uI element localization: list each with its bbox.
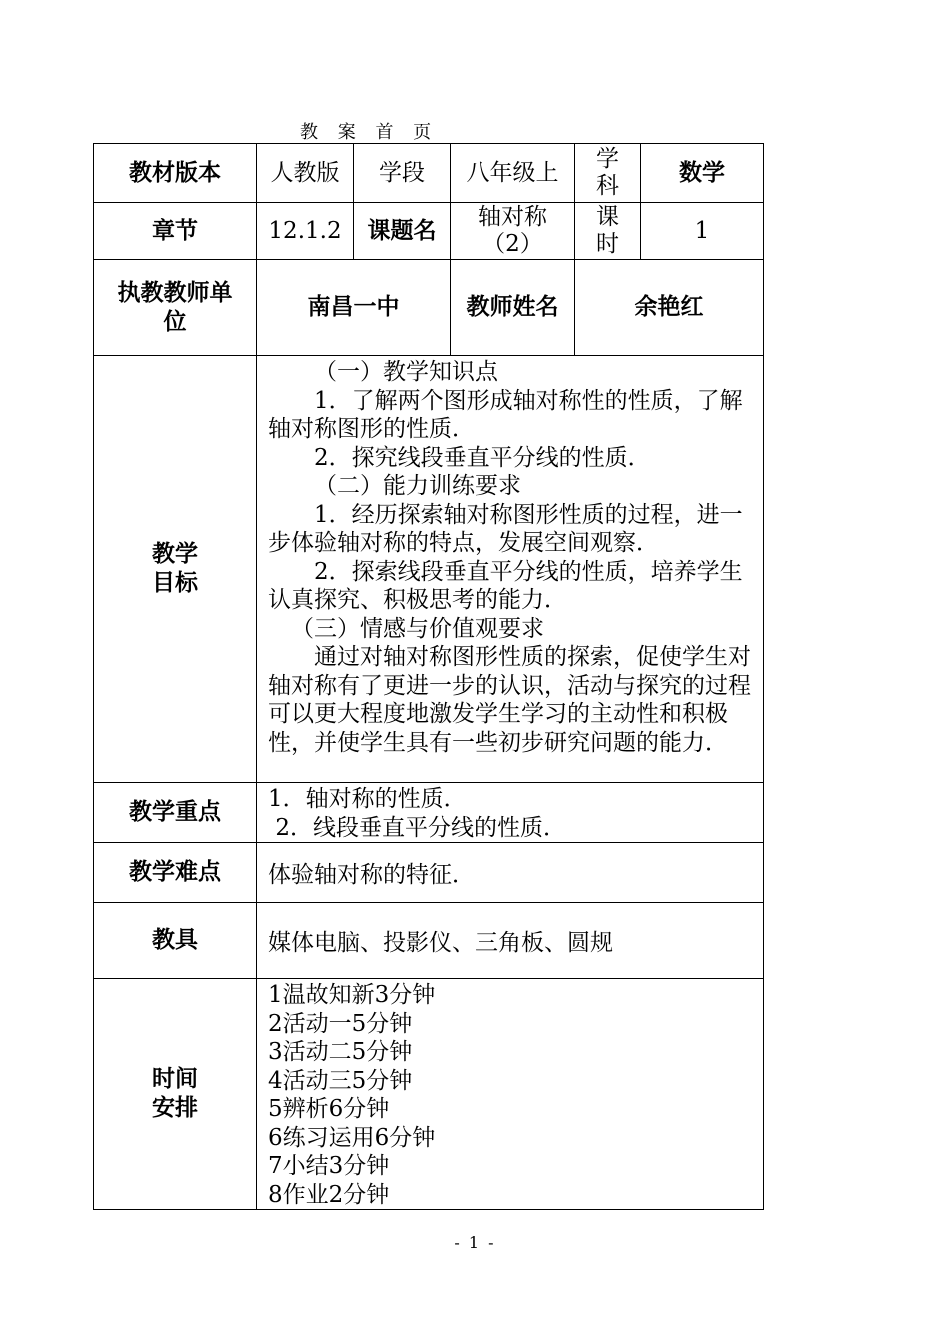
objective-line: 1．了解两个图形成轴对称性的性质，了解轴对称图形的性质．	[268, 387, 743, 442]
label-school-stage: 学段	[354, 144, 451, 203]
row-schedule	[94, 979, 764, 1210]
row-textbook	[94, 144, 764, 203]
row-teacher	[94, 260, 764, 356]
label-teaching-tools: 教具	[94, 903, 257, 979]
row-tools	[94, 903, 764, 979]
subject: 数学	[641, 144, 764, 203]
label-teacher-unit: 执教教师单 位	[94, 260, 257, 356]
lesson-plan-table	[93, 143, 764, 1210]
objective-line: 2．探究线段垂直平分线的性质．	[314, 444, 651, 471]
schedule-item: 2活动一5分钟	[268, 1010, 413, 1037]
row-objectives	[94, 356, 764, 783]
row-difficulty	[94, 843, 764, 903]
schedule-item: 4活动三5分钟	[268, 1067, 413, 1094]
label-textbook-version: 教材版本	[94, 144, 257, 203]
label-topic: 课题名	[354, 203, 451, 260]
label-teaching-objectives: 教学 目标	[94, 356, 257, 783]
chapter-number: 12.1.2	[257, 203, 354, 260]
topic-name: 轴对称 （2）	[451, 203, 575, 260]
teaching-tools: 媒体电脑、投影仪、三角板、圆规	[257, 903, 764, 979]
schedule-item: 3活动二5分钟	[268, 1039, 413, 1065]
label-time-schedule: 时间 安排	[94, 979, 257, 1210]
time-schedule	[257, 979, 764, 1210]
textbook-version: 人教版	[257, 144, 354, 203]
label-key-points: 教学重点	[94, 783, 257, 843]
label-teacher-name: 教师姓名	[451, 260, 575, 356]
schedule-item: 6练习运用6分钟	[268, 1124, 436, 1151]
label-class-hours: 课 时	[575, 203, 641, 260]
key-point-item: 2．线段垂直平分线的性质．	[268, 814, 566, 841]
label-subject: 学 科	[575, 144, 641, 203]
teaching-objectives	[257, 356, 764, 783]
key-points	[257, 783, 764, 843]
objective-heading-knowledge: （一）教学知识点	[314, 359, 498, 385]
teacher-unit: 南昌一中	[257, 260, 451, 356]
teacher-name: 余艳红	[575, 260, 764, 356]
row-chapter	[94, 203, 764, 260]
row-key-points	[94, 783, 764, 843]
page-title: 教 案 首 页	[300, 122, 439, 143]
objective-heading-values: （三）情感与价值观要求	[291, 615, 544, 642]
page-number: - 1 -	[454, 1233, 496, 1252]
label-difficulty: 教学难点	[94, 843, 257, 903]
school-stage: 八年级上	[451, 144, 575, 203]
label-chapter: 章节	[94, 203, 257, 260]
class-hours: 1	[641, 203, 764, 260]
schedule-item: 7小结3分钟	[268, 1153, 390, 1179]
objective-line: 2．探索线段垂直平分线的性质，培养学生认真探究、积极思考的能力．	[268, 558, 743, 613]
objective-line: 通过对轴对称图形性质的探索，促使学生对轴对称有了更进一步的认识，活动与探究的过程可以更大程度地激发学生学习的主动性和积极性，并使学生具有一些初步研究问题的能力．	[268, 644, 751, 756]
schedule-item: 8作业2分钟	[268, 1181, 390, 1208]
difficulty-text: 体验轴对称的特征．	[257, 843, 764, 903]
schedule-item: 5辨析6分钟	[268, 1096, 390, 1122]
key-point-item: 1．轴对称的性质．	[268, 786, 467, 812]
objective-heading-ability: （二）能力训练要求	[314, 473, 521, 499]
schedule-item: 1温故知新3分钟	[268, 982, 436, 1008]
objective-line: 1．经历探索轴对称图形性质的过程，进一步体验轴对称的特点，发展空间观察．	[268, 501, 743, 556]
